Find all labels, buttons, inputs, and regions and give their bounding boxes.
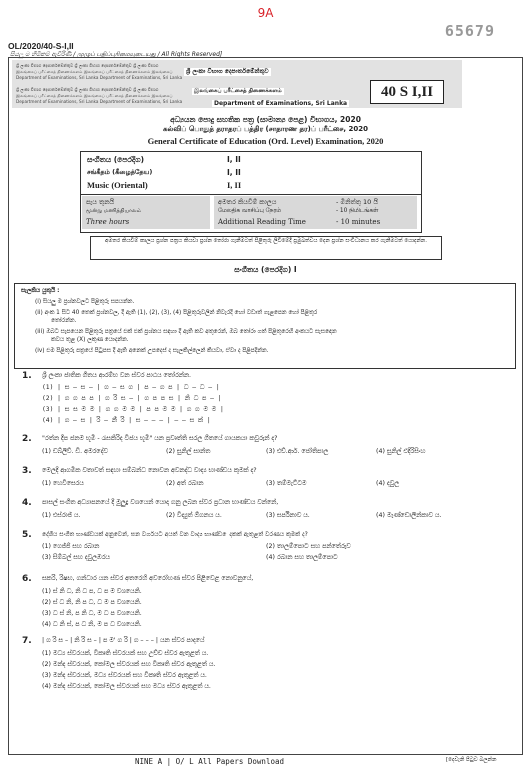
reading-note-box: අමතර කියවීම් කාලය ප්‍රශ්න පත්‍රය කියවා ප්‍රශ්න තෝරා ගැනීමටත් පිළිතුරු ලිවීමේදී ප්‍රමුඛත්වය දෙන ප්‍රශ්න සංවිධානය කර ගැනීමටත් යොදන්න. — [90, 236, 442, 260]
reading-ta-value: - 10 நிமிடங்கள் — [336, 208, 379, 214]
question-text: "රත්න දීප ජනම භූමි - රැසකිරිද විජය භූමි" යන ප්‍රවෘත්ති සරල ගීතයේ ගායකයා කවුරුන් ද? — [42, 435, 278, 442]
question-number: 4. — [22, 498, 32, 508]
serial-number: 65679 — [444, 22, 495, 40]
option: (1) මධ්‍ය ස්වරයක්, විකෘති ස්වරයක් සහ උච්ච ස්වර ඇතුළත් ය. — [42, 650, 209, 657]
question-number: 6. — [22, 574, 32, 584]
general-instructions-box — [14, 283, 516, 369]
instruction-item: (i) සියලු ම ප්‍රශ්නවලට පිළිතුරු සපයන්න. — [35, 299, 135, 305]
top-mark: 9A — [257, 6, 274, 20]
duration-ta: மூன்று மணித்தியாலம் — [86, 208, 142, 214]
exam-title-en: General Certificate of Education (Ord. Level) Examination, 2020 — [147, 136, 384, 146]
header-repeat-en-2: Department of Examinations, Sri Lanka Department of Examinations, Sri Lanka — [16, 99, 183, 104]
option: (2) සුනිල් සාන්ත — [166, 448, 211, 455]
option: (4) ධ නි ස්, ප ධ නි, ම ප ධ වශයෙනි. — [42, 621, 142, 628]
exam-title-ta: கல்விப் பொதுத் தராதரப் பத்திர (சாதாரண தர)ப் பரீட்சை, 2020 — [163, 125, 368, 133]
option: (4) දවුල — [376, 480, 400, 487]
option: (3) ධ ස් නි, ප නි ධ, ම ධ ප වශයෙනි. — [42, 610, 142, 617]
reading-time-panel — [214, 196, 417, 229]
question-number: 7. — [22, 636, 32, 646]
reading-en-label: Additional Reading Time — [218, 218, 306, 226]
reading-si-label: අමතර කියවීම් කාලය — [218, 198, 277, 206]
header-repeat-si: ශ්‍රී ලංකා විභාග දෙපාර්තමේන්තුව ශ්‍රී ලංකා විභාග දෙපාර්තමේන්තුව ශ්‍රී ලංකා විභාග — [16, 63, 159, 68]
duration-si: පැය තුනයි — [86, 198, 115, 206]
option: (4) රබාන සහ තාලම්පොට — [266, 554, 338, 561]
subject-box — [80, 151, 422, 195]
option: (1) ගෙජ්ජි සහ රබාන — [42, 543, 100, 550]
instruction-item: (iv) එම පිළිතුරු පත්‍රයේ පිටුපස දී ඇති අනෙක් උපදෙස් ද සැලකිල්ලෙන් කියවා, ඒවා ද පිළිපදින්න. — [35, 348, 269, 354]
footer-next-page: [දෙවැනි පිටුව බලන්න — [446, 757, 497, 763]
option: (3) | ස ස ම ම | ග ග ම ම | ප ප ම ම | ග ග ම ම | — [42, 406, 224, 413]
option: (2) තාලම්පොට සහ පන්තේරුව — [266, 543, 351, 550]
section-title: සංගීතය (පෙරදිග) I — [234, 265, 297, 274]
subject-en-part: I, II — [227, 180, 242, 190]
option: (2) මන්ද ස්වරයක්, කෝමල ස්වරයක් සහ විකෘති ස්වර ඇතුළත් ය. — [42, 661, 216, 668]
duration-panel — [82, 196, 210, 229]
question-number: 2. — [22, 434, 32, 444]
question-text: | ග රි ස – | නි රි ස – | ප ම' ග රි | ග – – – | යන ස්වර පාදයේ — [42, 637, 205, 644]
instruction-item: (ii) අංක 1 සිට 40 තෙක් ප්‍රශ්නවල, දී ඇති (1), (2), (3), (4) පිළිතුරුවලින් නිවැරදි හෝ වඩාත් ගැළපෙන හෝ පිළිතුර — [35, 310, 318, 316]
subject-en: Music (Oriental) — [87, 180, 148, 190]
subject-ta-part: I, II — [227, 168, 241, 177]
option: (1) ඩබ්ලිව්. ඩී. අමරදේව — [42, 448, 108, 455]
option: (1) එස්රාජ් ය. — [42, 512, 81, 519]
option: (2) අත් රබාන — [166, 480, 204, 487]
instruction-item: (iii) ඔබට සැපයෙන පිළිතුරු පත්‍රයේ එක් එක් ප්‍රශ්නය සඳහා දී ඇති කව අතුරෙන්, ඔබ තෝරා ගත් පිළිතුරෙහි අංකයට සැසඳෙන — [35, 329, 337, 335]
header-repeat-ta-2: இலங்கைப் பரீட்சைத் திணைக்களம் இலங்கைப் பரீட்சைத் திணைக்களம் இலங்கைப் — [16, 93, 173, 98]
header-repeat-en: Department of Examinations, Sri Lanka Department of Examinations, Sri Lanka — [16, 75, 183, 80]
option: (3) මන්ද ස්වරයක්, මධ්‍ය ස්වරයක් සහ විකෘති ස්වර ඇතුළත් ය. — [42, 672, 207, 679]
footer-download-link[interactable]: NINE A | O/ L All Papers Download — [135, 757, 285, 766]
option: (4) මැණ්ඩොලින්කාව ය. — [376, 512, 442, 519]
dept-si: ශ්‍රී ලංකා විභාග දෙපාර්තමේන්තුව — [186, 68, 269, 75]
rights-notice: සියලු ම හිමිකම් ඇවිරිණි / முழுப் பதிப்புரிமையுடையது / All Rights Reserved] — [10, 51, 223, 58]
subject-code-box: 40 S I,II — [370, 80, 444, 104]
instructions-heading: සැලකිය යුතුයි : — [21, 288, 60, 294]
dept-en: Department of Examinations, Sri Lanka — [214, 100, 348, 107]
subject-si-part: I, II — [227, 155, 241, 164]
question-number: 1. — [22, 371, 32, 381]
dept-ta: இலங்கைப் பரீட்சைத் திணைக்களம் — [194, 88, 282, 94]
option: (1) හෙවිසෙරය — [42, 480, 84, 487]
subject-ta: சங்கீதம் (கீழைத்தேய) — [87, 168, 153, 176]
question-number: 5. — [22, 530, 32, 540]
option: (2) විද්‍යුත් ඕගනය ය. — [166, 512, 222, 519]
option: (1) ස් නි ධ, නි ධ ප, ධ ප ම වශයෙනි. — [42, 588, 142, 595]
question-text: දේශීය සංගීත භාණ්ඩයක් අනුවෙන්, ඝන වර්ගයට අයත් වන වාද්‍ය භාණ්ඩ ෙදකක් ඇතුළත් වරණය කුමක් ද? — [42, 531, 308, 538]
option: (3) සර්පිනාව ය. — [266, 512, 310, 519]
option: (3) සිම්බල් සහ දවුලඹරය — [42, 554, 110, 561]
question-text: සකරි, රිෂභ, ගන්ධාර යන ස්වර අතරෙහි අවරෝහණ ස්වර පිළිවෙළ නොවනුයේ, — [42, 575, 254, 582]
reading-en-value: - 10 minutes — [336, 218, 381, 226]
option: (3) තම්මැට්ටම — [266, 480, 307, 487]
question-text: පාසල් සංගීත අධ්‍යාපනයේ දී මුලුදු වශයෙන් යොදා ගනු ලබන ස්වර ප්‍රධාන භාණ්ඩය වන්නේ, — [42, 499, 279, 506]
header-repeat-ta: இலங்கைப் பரீட்சைத் திணைக்களம் இலங்கைப் பரீட்சைத் திணைக்களம் இலங்கைப் — [16, 69, 173, 74]
option: (3) එච්.ආර්. ජෝතිපාල — [266, 448, 329, 455]
option: (4) මන්ද ස්වරයක්, කෝමල ස්වරයක් සහ මධ්‍ය ස්වර ඇතුළත් ය. — [42, 683, 211, 690]
question-number: 3. — [22, 466, 32, 476]
question-text: මෙලදි ආගමික වතාවත් සඳහා සම්බන්ධ නොවන අවනද්ධ වාද්‍ය භාණ්ඩය කුමක් ද? — [42, 467, 257, 474]
header-repeat-si-2: ශ්‍රී ලංකා විභාග දෙපාර්තමේන්තුව ශ්‍රී ලංකා විභාග දෙපාර්තමේන්තුව ශ්‍රී ලංකා විභාග — [16, 87, 159, 92]
option: (2) | ග ග ප ප | ග රි ස – | ග ප ප ස | නි ධ ප – | — [42, 395, 222, 402]
paper-code: OL/2020/40-S-I,II — [8, 41, 74, 51]
option: (4) සුනිල් එදිරිසිංහ — [376, 448, 426, 455]
instruction-item-cont: කවය තුළ (X) ලකුණ යොදන්න. — [51, 337, 129, 343]
instruction-item-cont: තෝරන්න. — [51, 318, 77, 324]
reading-ta-label: மேலதிக வாசிப்பு நேரம் — [218, 208, 281, 214]
exam-title-si: අධ්‍යයන පොදු සහතික පත්‍ර (සාමාන්‍ය පෙළ) විභාගය, 2020 — [170, 115, 361, 124]
option: (2) ස් ධ නි, නි ප ධ, ධ ම ප වශයෙනි. — [42, 599, 142, 606]
duration-en: Three hours — [86, 218, 130, 226]
reading-si-value: - මිනිත්තු 10 යි — [336, 198, 378, 206]
question-text: ශ්‍රී ලංකා ජාතික ගීතය ආරම්භ වන ස්වර පාඨය තෝරන්න. — [42, 372, 192, 379]
subject-si: සංගීතය (පෙරදිග) — [87, 155, 145, 164]
option: (4) | ග – ස | රි – නි් රි | ස – – – | – – ස ක් | — [42, 417, 211, 424]
option: (1) | ස – ස – | ග – ස ග | ප – ග ප | ධ – ධ – | — [42, 384, 220, 391]
